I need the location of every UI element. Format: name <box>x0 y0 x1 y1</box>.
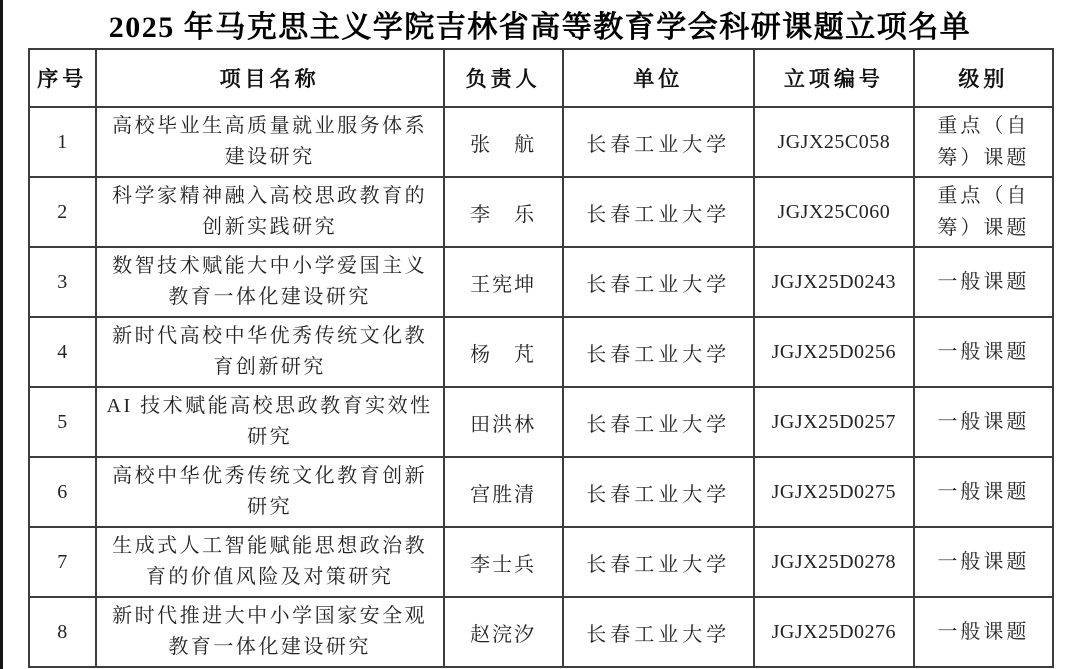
cell-project-code: JGJX25D0243 <box>754 247 914 317</box>
cell-index: 7 <box>29 527 96 597</box>
cell-unit: 长春工业大学 <box>563 107 754 177</box>
cell-project-code: JGJX25D0276 <box>754 597 914 667</box>
cell-project-code: JGJX25D0275 <box>754 457 914 527</box>
cell-level: 一般课题 <box>914 317 1053 387</box>
column-header-level: 级别 <box>914 49 1053 107</box>
cell-level: 重点（自筹）课题 <box>914 177 1053 247</box>
cell-project-code: JGJX25C058 <box>754 107 914 177</box>
cell-leader: 宫胜清 <box>444 457 563 527</box>
table-body <box>29 107 1053 667</box>
cell-level: 一般课题 <box>914 597 1053 667</box>
cell-index: 2 <box>29 177 96 247</box>
table-row <box>29 387 1053 457</box>
cell-unit: 长春工业大学 <box>563 387 754 457</box>
cell-project-name: AI 技术赋能高校思政教育实效性研究 <box>96 387 444 457</box>
table-row <box>29 457 1053 527</box>
cell-unit: 长春工业大学 <box>563 317 754 387</box>
page-title: 2025 年马克思主义学院吉林省高等教育学会科研课题立项名单 <box>108 11 972 44</box>
cell-index: 5 <box>29 387 96 457</box>
cell-index: 3 <box>29 247 96 317</box>
cell-project-name: 新时代推进大中小学国家安全观教育一体化建设研究 <box>96 597 444 667</box>
cell-unit: 长春工业大学 <box>563 527 754 597</box>
cell-index: 8 <box>29 597 96 667</box>
page-left-edge-line <box>0 0 3 669</box>
cell-leader: 杨 芃 <box>444 317 563 387</box>
column-header-leader: 负责人 <box>444 49 563 107</box>
table-header <box>29 49 1053 107</box>
cell-project-code: JGJX25D0257 <box>754 387 914 457</box>
table-row <box>29 247 1053 317</box>
cell-project-name: 生成式人工智能赋能思想政治教育的价值风险及对策研究 <box>96 527 444 597</box>
table-row <box>29 177 1053 247</box>
cell-leader: 李 乐 <box>444 177 563 247</box>
table-header-row <box>29 49 1053 107</box>
table-row <box>29 107 1053 177</box>
cell-unit: 长春工业大学 <box>563 597 754 667</box>
cell-leader: 田洪林 <box>444 387 563 457</box>
cell-leader: 张 航 <box>444 107 563 177</box>
column-header-unit: 单位 <box>563 49 754 107</box>
cell-level: 一般课题 <box>914 527 1053 597</box>
cell-project-name: 数智技术赋能大中小学爱国主义教育一体化建设研究 <box>96 247 444 317</box>
cell-project-name: 高校中华优秀传统文化教育创新研究 <box>96 457 444 527</box>
cell-index: 4 <box>29 317 96 387</box>
cell-project-name: 新时代高校中华优秀传统文化教育创新研究 <box>96 317 444 387</box>
cell-level: 重点（自筹）课题 <box>914 107 1053 177</box>
column-header-index: 序号 <box>29 49 96 107</box>
table-row <box>29 527 1053 597</box>
cell-leader: 李士兵 <box>444 527 563 597</box>
cell-unit: 长春工业大学 <box>563 177 754 247</box>
cell-project-code: JGJX25D0256 <box>754 317 914 387</box>
table-row <box>29 317 1053 387</box>
cell-index: 6 <box>29 457 96 527</box>
column-header-project-code: 立项编号 <box>754 49 914 107</box>
cell-unit: 长春工业大学 <box>563 247 754 317</box>
cell-unit: 长春工业大学 <box>563 457 754 527</box>
column-header-project-name: 项目名称 <box>96 49 444 107</box>
cell-project-name: 高校毕业生高质量就业服务体系建设研究 <box>96 107 444 177</box>
cell-leader: 赵浣汐 <box>444 597 563 667</box>
cell-project-name: 科学家精神融入高校思政教育的创新实践研究 <box>96 177 444 247</box>
cell-leader: 王宪坤 <box>444 247 563 317</box>
cell-project-code: JGJX25C060 <box>754 177 914 247</box>
cell-project-code: JGJX25D0278 <box>754 527 914 597</box>
cell-index: 1 <box>29 107 96 177</box>
cell-level: 一般课题 <box>914 387 1053 457</box>
cell-level: 一般课题 <box>914 247 1053 317</box>
project-approval-table <box>28 48 1054 668</box>
cell-level: 一般课题 <box>914 457 1053 527</box>
table-row <box>29 597 1053 667</box>
